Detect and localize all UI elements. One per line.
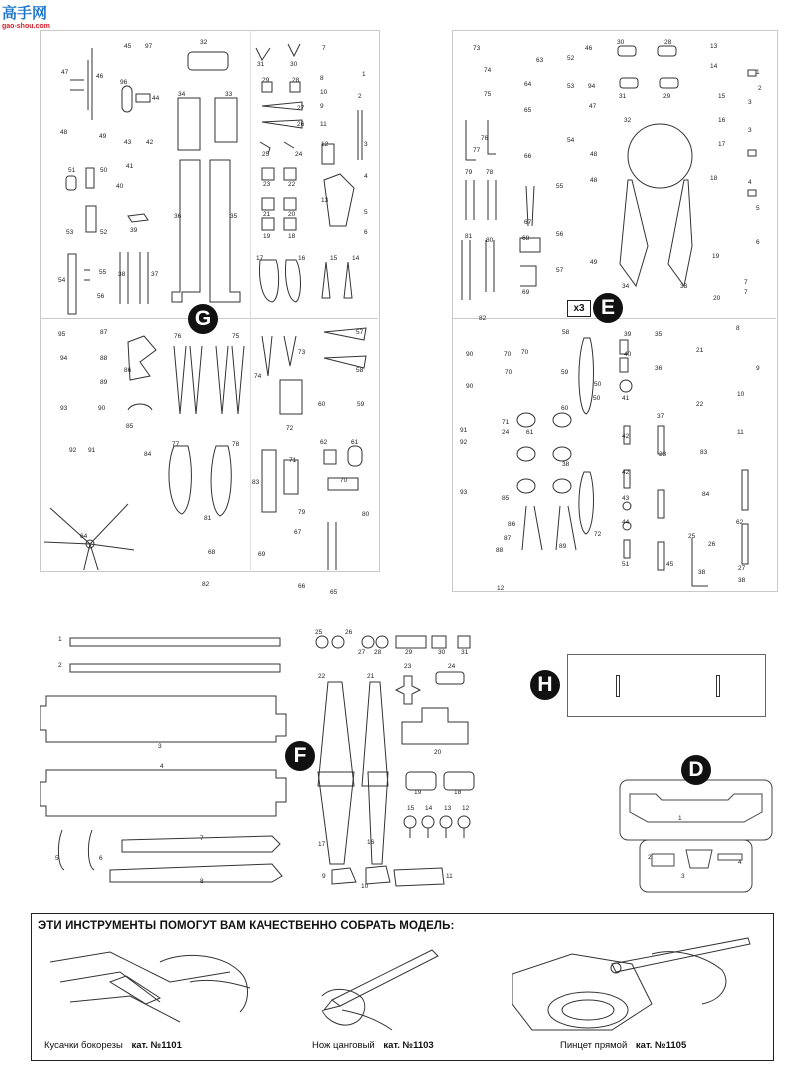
part-number: 56 bbox=[97, 293, 105, 300]
part-number: 29 bbox=[663, 93, 671, 100]
part-number: 78 bbox=[486, 169, 494, 176]
part-number: 51 bbox=[68, 167, 76, 174]
part-number: 4 bbox=[160, 763, 164, 770]
side-cutters-illustration bbox=[50, 942, 260, 1037]
part-number: 17 bbox=[256, 255, 264, 262]
site-watermark-logo bbox=[2, 2, 50, 30]
part-number: 17 bbox=[318, 841, 326, 848]
part-number: 29 bbox=[262, 77, 270, 84]
part-number: 20 bbox=[434, 749, 442, 756]
part-number: 64 bbox=[524, 81, 532, 88]
part-number: 22 bbox=[288, 181, 296, 188]
part-number: 21 bbox=[263, 211, 271, 218]
part-number: 77 bbox=[473, 147, 481, 154]
part-number: 54 bbox=[567, 137, 575, 144]
part-number: 80 bbox=[362, 511, 370, 518]
part-number: 13 bbox=[321, 197, 329, 204]
part-number: 13 bbox=[444, 805, 452, 812]
part-number: 62 bbox=[320, 439, 328, 446]
part-number: 21 bbox=[367, 673, 375, 680]
part-number: 46 bbox=[585, 45, 593, 52]
part-number: 85 bbox=[502, 495, 510, 502]
part-number: 53 bbox=[567, 83, 575, 90]
part-number: 6 bbox=[756, 239, 760, 246]
part-number: 48 bbox=[60, 129, 68, 136]
part-number: 33 bbox=[225, 91, 233, 98]
part-number: 88 bbox=[100, 355, 108, 362]
part-number: 75 bbox=[232, 333, 240, 340]
part-number: 16 bbox=[718, 117, 726, 124]
part-number: 87 bbox=[100, 329, 108, 336]
part-number: 59 bbox=[561, 369, 569, 376]
part-number: 3 bbox=[748, 99, 752, 106]
part-number: 20 bbox=[713, 295, 721, 302]
part-number: 28 bbox=[292, 77, 300, 84]
part-number: 53 bbox=[66, 229, 74, 236]
part-number: 71 bbox=[289, 457, 297, 464]
part-number: 11 bbox=[737, 429, 744, 436]
part-number: 78 bbox=[232, 441, 240, 448]
part-number: 42 bbox=[146, 139, 154, 146]
part-number: 92 bbox=[69, 447, 77, 454]
part-number: 48 bbox=[590, 177, 598, 184]
part-number: 73 bbox=[473, 45, 481, 52]
part-number: 89 bbox=[100, 379, 108, 386]
part-number: 88 bbox=[496, 547, 504, 554]
recommended-tools-panel bbox=[31, 913, 774, 1061]
sprue-letter-g: G bbox=[188, 304, 218, 334]
part-number: 50 bbox=[593, 395, 601, 402]
part-number: 52 bbox=[567, 55, 575, 62]
part-number: 59 bbox=[357, 401, 365, 408]
sprue-g-parts-drawing bbox=[40, 30, 378, 570]
part-number: 60 bbox=[318, 401, 326, 408]
part-number: 87 bbox=[504, 535, 512, 542]
part-number: 4 bbox=[748, 179, 752, 186]
part-number: 50 bbox=[100, 167, 108, 174]
part-number: 22 bbox=[696, 401, 704, 408]
part-number: 13 bbox=[710, 43, 718, 50]
part-number: 93 bbox=[460, 489, 468, 496]
part-number: 57 bbox=[556, 267, 564, 274]
part-number: 34 bbox=[622, 283, 630, 290]
part-number: 28 bbox=[374, 649, 382, 656]
part-number: 93 bbox=[60, 405, 68, 412]
part-number: 50 bbox=[594, 381, 602, 388]
part-number: 15 bbox=[718, 93, 726, 100]
part-number: 69 bbox=[258, 551, 266, 558]
part-number: 16 bbox=[298, 255, 306, 262]
part-number: 7 bbox=[200, 835, 204, 842]
watermark-title: 高手网 bbox=[2, 5, 48, 22]
part-number: 84 bbox=[144, 451, 152, 458]
part-number: 92 bbox=[460, 439, 468, 446]
part-number: 26 bbox=[708, 541, 716, 548]
part-number: 5 bbox=[756, 205, 760, 212]
part-number: 66 bbox=[298, 583, 306, 590]
part-number: 2 bbox=[758, 85, 762, 92]
part-number: 29 bbox=[405, 649, 413, 656]
part-number: 38 bbox=[562, 461, 570, 468]
sprue-d-parts-drawing bbox=[616, 778, 776, 896]
part-number: 9 bbox=[756, 365, 760, 372]
part-number: 86 bbox=[124, 367, 132, 374]
part-number: 7 bbox=[322, 45, 326, 52]
sprue-h-frame bbox=[567, 654, 766, 717]
part-number: 11 bbox=[320, 121, 327, 128]
tweezers-illustration bbox=[512, 934, 762, 1034]
part-number: 40 bbox=[116, 183, 124, 190]
part-number: 90 bbox=[98, 405, 106, 412]
part-number: 36 bbox=[655, 365, 663, 372]
part-number: 81 bbox=[204, 515, 212, 522]
part-number: 25 bbox=[315, 629, 323, 636]
part-number: 25 bbox=[688, 533, 696, 540]
part-number: 71 bbox=[502, 419, 510, 426]
part-number: 51 bbox=[622, 561, 630, 568]
part-number: 18 bbox=[288, 233, 296, 240]
part-number: 76 bbox=[174, 333, 182, 340]
part-number: 12 bbox=[321, 141, 329, 148]
part-number: 18 bbox=[710, 175, 718, 182]
part-number: 3 bbox=[364, 141, 368, 148]
part-number: 14 bbox=[352, 255, 360, 262]
tool-side-cutters-catalog: кат. №1101 bbox=[131, 1040, 182, 1051]
part-number: 7 bbox=[744, 279, 748, 286]
watermark-subtitle: gao-shou.com bbox=[2, 23, 50, 30]
part-number: 35 bbox=[655, 331, 663, 338]
part-number: 38 bbox=[738, 577, 746, 584]
part-number: 11 bbox=[446, 873, 453, 880]
part-number: 79 bbox=[298, 509, 306, 516]
part-number: 42 bbox=[622, 469, 630, 476]
part-number: 9 bbox=[322, 873, 326, 880]
part-number: 38 bbox=[118, 271, 126, 278]
part-number: 43 bbox=[622, 495, 630, 502]
part-number: 82 bbox=[202, 581, 210, 588]
part-number: 52 bbox=[100, 229, 108, 236]
tool-tweezers-name: Пинцет прямой bbox=[560, 1040, 628, 1051]
part-number: 44 bbox=[152, 95, 160, 102]
part-number: 68 bbox=[208, 549, 216, 556]
part-number: 18 bbox=[454, 789, 462, 796]
tool-tweezers bbox=[560, 1040, 686, 1051]
part-number: 16 bbox=[367, 839, 375, 846]
sprue-letter-e: E bbox=[593, 293, 623, 323]
tool-tweezers-catalog: кат. №1105 bbox=[635, 1040, 687, 1051]
part-number: 27 bbox=[297, 105, 305, 112]
part-number: 32 bbox=[624, 117, 632, 124]
part-number: 97 bbox=[145, 43, 153, 50]
part-number: 2 bbox=[358, 93, 362, 100]
part-number: 15 bbox=[407, 805, 415, 812]
part-number: 3 bbox=[748, 127, 752, 134]
part-number: 79 bbox=[465, 169, 473, 176]
part-number: 70 bbox=[504, 351, 512, 358]
tool-hobby-knife-name: Нож цанговый bbox=[312, 1040, 375, 1051]
part-number: 2 bbox=[648, 854, 652, 861]
part-number: 19 bbox=[263, 233, 271, 240]
part-number: 23 bbox=[659, 451, 667, 458]
part-number: 12 bbox=[497, 585, 505, 592]
part-number: 44 bbox=[622, 519, 630, 526]
part-number: 70 bbox=[505, 369, 513, 376]
part-number: 55 bbox=[99, 269, 107, 276]
part-number: 8 bbox=[320, 75, 324, 82]
part-number: 12 bbox=[462, 805, 470, 812]
part-number: 41 bbox=[126, 163, 134, 170]
part-number: 75 bbox=[484, 91, 492, 98]
part-number: 74 bbox=[254, 373, 262, 380]
part-number: 83 bbox=[700, 449, 708, 456]
part-number: 42 bbox=[622, 433, 630, 440]
part-number: 47 bbox=[589, 103, 597, 110]
part-number: 74 bbox=[484, 67, 492, 74]
part-number: 10 bbox=[361, 883, 369, 890]
part-number: 4 bbox=[364, 173, 368, 180]
part-number: 19 bbox=[414, 789, 422, 796]
part-number: 5 bbox=[55, 855, 59, 862]
part-number: 96 bbox=[120, 79, 128, 86]
part-number: 24 bbox=[502, 429, 510, 436]
sprue-letter-h: H bbox=[530, 670, 560, 700]
tool-hobby-knife-catalog: кат. №1103 bbox=[383, 1040, 434, 1051]
part-number: 37 bbox=[657, 413, 665, 420]
part-number: 63 bbox=[536, 57, 544, 64]
part-number: 77 bbox=[172, 441, 180, 448]
part-number: 86 bbox=[508, 521, 516, 528]
part-number: 65 bbox=[524, 107, 532, 114]
part-number: 91 bbox=[460, 427, 468, 434]
part-number: 30 bbox=[290, 61, 298, 68]
part-number: 3 bbox=[681, 873, 685, 880]
part-number: 1 bbox=[678, 815, 682, 822]
tool-side-cutters bbox=[44, 1040, 182, 1051]
part-number: 48 bbox=[590, 151, 598, 158]
part-number: 57 bbox=[356, 329, 364, 336]
part-number: 94 bbox=[588, 83, 596, 90]
part-number: 33 bbox=[680, 283, 688, 290]
sprue-e-multiplier-box: x3 bbox=[567, 300, 591, 317]
part-number: 47 bbox=[61, 69, 69, 76]
part-number: 14 bbox=[425, 805, 433, 812]
part-number: 25 bbox=[262, 151, 270, 158]
part-number: 20 bbox=[288, 211, 296, 218]
sprue-f-parts-drawing bbox=[40, 626, 500, 896]
part-number: 17 bbox=[718, 141, 726, 148]
part-number: 37 bbox=[151, 271, 159, 278]
part-number: 58 bbox=[356, 367, 364, 374]
part-number: 4 bbox=[738, 859, 742, 866]
part-number: 90 bbox=[466, 383, 474, 390]
part-number: 55 bbox=[556, 183, 564, 190]
part-number: 56 bbox=[556, 231, 564, 238]
part-number: 54 bbox=[58, 277, 66, 284]
tool-side-cutters-name: Кусачки бокорезы bbox=[44, 1040, 123, 1051]
part-number: 82 bbox=[479, 315, 487, 322]
part-number: 24 bbox=[295, 151, 303, 158]
part-number: 35 bbox=[230, 213, 238, 220]
part-number: 67 bbox=[294, 529, 302, 536]
part-number: 62 bbox=[736, 519, 744, 526]
part-number: 7 bbox=[744, 289, 748, 296]
sprue-letter-d: D bbox=[681, 755, 711, 785]
part-number: 2 bbox=[58, 662, 62, 669]
part-number: 39 bbox=[624, 331, 632, 338]
part-number: 8 bbox=[200, 878, 204, 885]
part-number: 89 bbox=[559, 543, 567, 550]
part-number: 1 bbox=[756, 69, 760, 76]
part-number: 28 bbox=[664, 39, 672, 46]
part-number: 45 bbox=[666, 561, 674, 568]
part-number: 45 bbox=[124, 43, 132, 50]
part-number: 27 bbox=[358, 649, 366, 656]
part-number: 24 bbox=[448, 663, 456, 670]
part-number: 6 bbox=[364, 229, 368, 236]
part-number: 85 bbox=[126, 423, 134, 430]
part-number: 31 bbox=[619, 93, 627, 100]
part-number: 69 bbox=[522, 289, 530, 296]
part-number: 46 bbox=[96, 73, 104, 80]
part-number: 94 bbox=[60, 355, 68, 362]
part-number: 5 bbox=[364, 209, 368, 216]
tools-heading: ЭТИ ИНСТРУМЕНТЫ ПОМОГУТ ВАМ КАЧЕСТВЕННО СОБРАТЬ МОДЕЛЬ: bbox=[38, 920, 455, 932]
part-number: 91 bbox=[88, 447, 96, 454]
part-number: 70 bbox=[521, 349, 529, 356]
part-number: 81 bbox=[465, 233, 473, 240]
part-number: 66 bbox=[524, 153, 532, 160]
part-number: 27 bbox=[738, 565, 746, 572]
part-number: 43 bbox=[124, 139, 132, 146]
part-number: 95 bbox=[58, 331, 66, 338]
part-number: 31 bbox=[461, 649, 469, 656]
sprue-h-part bbox=[716, 675, 720, 697]
part-number: 41 bbox=[622, 395, 630, 402]
part-number: 49 bbox=[590, 259, 598, 266]
part-number: 10 bbox=[737, 391, 745, 398]
tool-hobby-knife bbox=[312, 1040, 434, 1051]
part-number: 68 bbox=[522, 235, 530, 242]
part-number: 23 bbox=[404, 663, 412, 670]
sprue-h-part bbox=[616, 675, 620, 697]
part-number: 65 bbox=[330, 589, 338, 596]
part-number: 30 bbox=[438, 649, 446, 656]
part-number: 23 bbox=[263, 181, 271, 188]
part-number: 32 bbox=[200, 39, 208, 46]
part-number: 8 bbox=[736, 325, 740, 332]
part-number: 26 bbox=[345, 629, 353, 636]
part-number: 83 bbox=[252, 479, 260, 486]
part-number: 61 bbox=[351, 439, 359, 446]
part-number: 1 bbox=[58, 636, 62, 643]
part-number: 31 bbox=[257, 61, 265, 68]
part-number: 49 bbox=[99, 133, 107, 140]
part-number: 39 bbox=[130, 227, 138, 234]
part-number: 14 bbox=[710, 63, 718, 70]
part-number: 64 bbox=[80, 533, 88, 540]
part-number: 84 bbox=[702, 491, 710, 498]
part-number: 15 bbox=[330, 255, 338, 262]
hobby-knife-illustration bbox=[312, 940, 472, 1035]
part-number: 34 bbox=[178, 91, 186, 98]
part-number: 26 bbox=[297, 121, 305, 128]
part-number: 3 bbox=[158, 743, 162, 750]
sprue-letter-f: F bbox=[285, 741, 315, 771]
part-number: 72 bbox=[286, 425, 294, 432]
part-number: 40 bbox=[624, 351, 632, 358]
part-number: 19 bbox=[712, 253, 720, 260]
part-number: 21 bbox=[696, 347, 704, 354]
part-number: 73 bbox=[298, 349, 306, 356]
part-number: 38 bbox=[698, 569, 706, 576]
part-number: 9 bbox=[320, 103, 324, 110]
part-number: 30 bbox=[617, 39, 625, 46]
part-number: 36 bbox=[174, 213, 182, 220]
part-number: 10 bbox=[320, 89, 328, 96]
part-number: 1 bbox=[362, 71, 366, 78]
part-number: 76 bbox=[481, 135, 489, 142]
part-number: 67 bbox=[524, 219, 532, 226]
part-number: 60 bbox=[561, 405, 569, 412]
part-number: 58 bbox=[562, 329, 570, 336]
part-number: 22 bbox=[318, 673, 326, 680]
part-number: 72 bbox=[594, 531, 602, 538]
sprue-e-parts-drawing bbox=[452, 30, 776, 590]
part-number: 70 bbox=[340, 477, 348, 484]
part-number: 80 bbox=[486, 237, 494, 244]
part-number: 90 bbox=[466, 351, 474, 358]
part-number: 6 bbox=[99, 855, 103, 862]
part-number: 61 bbox=[526, 429, 534, 436]
